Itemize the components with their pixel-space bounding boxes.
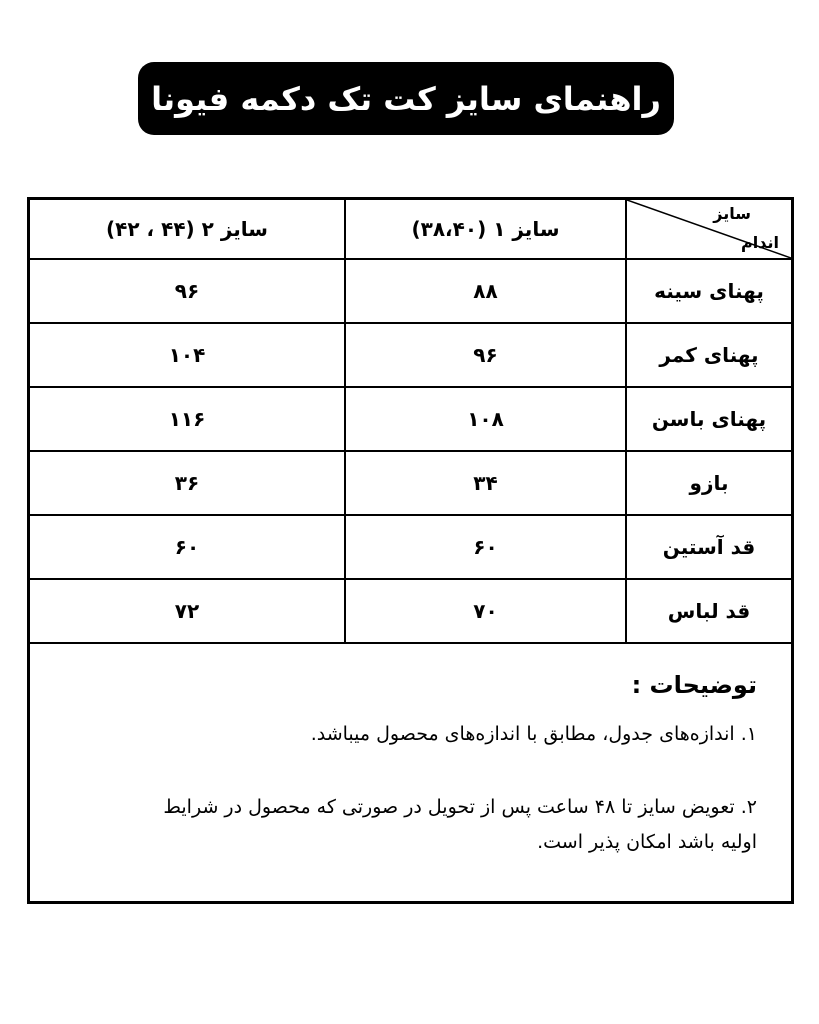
cell-size2: ۱۰۴ bbox=[30, 323, 345, 387]
cell-size1: ۸۸ bbox=[345, 259, 626, 323]
table-row bbox=[30, 259, 791, 323]
cell-size1: ۷۰ bbox=[345, 579, 626, 643]
row-label: پهنای سینه bbox=[626, 259, 791, 323]
table-row bbox=[30, 451, 791, 515]
cell-size1: ۶۰ bbox=[345, 515, 626, 579]
corner-label-body: اندام bbox=[741, 233, 779, 252]
cell-size2: ۱۱۶ bbox=[30, 387, 345, 451]
table-header-row bbox=[30, 200, 791, 259]
cell-size2: ۶۰ bbox=[30, 515, 345, 579]
corner-label-size: سایز bbox=[713, 204, 751, 223]
notes-section bbox=[30, 655, 791, 901]
table-row bbox=[30, 387, 791, 451]
row-label: قد لباس bbox=[626, 579, 791, 643]
cell-size2: ۹۶ bbox=[30, 259, 345, 323]
row-label: پهنای کمر bbox=[626, 323, 791, 387]
table-row bbox=[30, 515, 791, 579]
column-header-size2: سایز ۲ (۴۴ ، ۴۲) bbox=[30, 200, 345, 259]
size-chart-frame bbox=[27, 197, 794, 904]
page-title: راهنمای سایز کت تک دکمه فیونا bbox=[138, 62, 674, 135]
cell-size1: ۳۴ bbox=[345, 451, 626, 515]
cell-size2: ۷۲ bbox=[30, 579, 345, 643]
row-label: بازو bbox=[626, 451, 791, 515]
corner-header-cell bbox=[626, 200, 791, 259]
cell-size2: ۳۶ bbox=[30, 451, 345, 515]
row-label: پهنای باسن bbox=[626, 387, 791, 451]
notes-title: توضیحات : bbox=[631, 671, 757, 699]
size-table bbox=[30, 200, 791, 644]
note-item: ۱. اندازه‌های جدول، مطابق با اندازه‌های محصول میباشد. bbox=[310, 723, 757, 745]
note-item: ۲. تعویض سایز تا ۴۸ ساعت پس از تحویل در صورتی که محصول در شرایط اولیه باشد امکان پذیر است. bbox=[163, 796, 757, 853]
row-label: قد آستین bbox=[626, 515, 791, 579]
table-row bbox=[30, 579, 791, 643]
cell-size1: ۱۰۸ bbox=[345, 387, 626, 451]
column-header-size1: سایز ۱ (۳۸،۴۰) bbox=[345, 200, 626, 259]
cell-size1: ۹۶ bbox=[345, 323, 626, 387]
table-row bbox=[30, 323, 791, 387]
